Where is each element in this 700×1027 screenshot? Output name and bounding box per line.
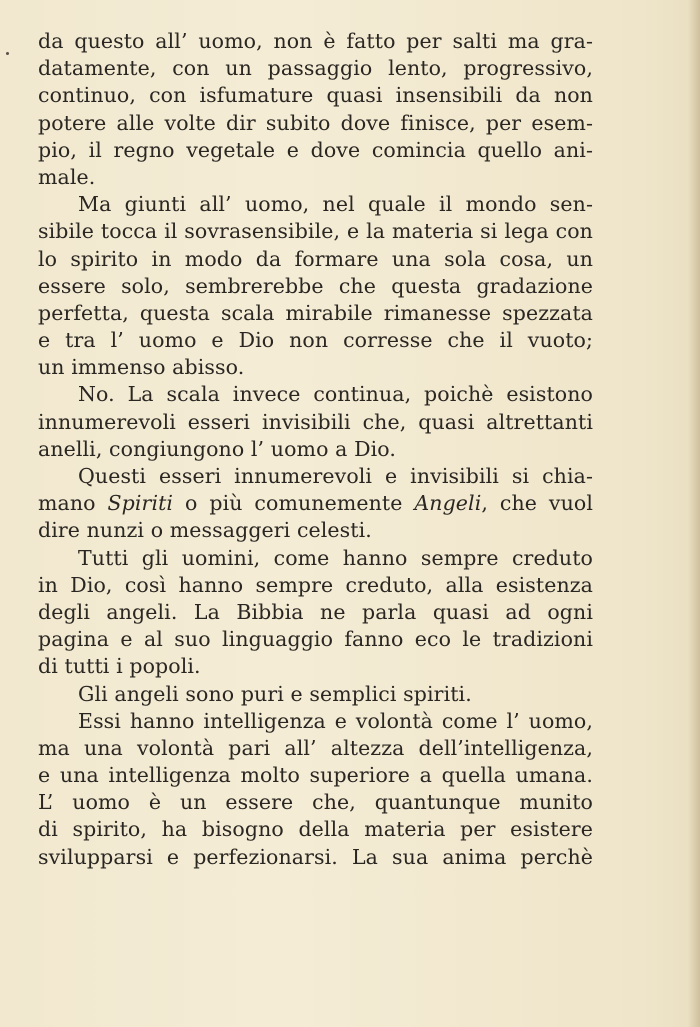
text-line: di spirito, ha bisogno della materia per esistere: [38, 817, 593, 842]
text-line: Tutti gli uomini, come hanno sempre creduto: [78, 545, 593, 570]
text-line: continuo, con isfumature quasi insensibili da non: [38, 83, 593, 108]
italic-word: Angeli: [414, 491, 482, 516]
text-line: datamente, con un passaggio lento, progressivo,: [38, 56, 593, 81]
text-line: No. La scala invece continua, poichè esistono: [78, 382, 593, 407]
page-edge-shadow: [688, 0, 700, 1027]
paragraph: [38, 463, 593, 545]
paragraph: [38, 708, 593, 871]
text-line: male.: [38, 164, 96, 189]
text-line: lo spirito in modo da formare una sola cosa, un: [38, 246, 593, 271]
text-line: mano Spiriti o più comunemente Angeli, che vuol: [38, 491, 593, 516]
text-line: un immenso abisso.: [38, 355, 245, 380]
text-line: anelli, congiungono l’ uomo a Dio.: [38, 436, 396, 461]
text-line: pio, il regno vegetale e dove comincia quello ani-: [38, 137, 593, 162]
text-line: Ma giunti all’ uomo, nel quale il mondo sen-: [78, 192, 593, 217]
text-line: L’ uomo è un essere che, quantunque munito: [38, 790, 593, 815]
text-line: Questi esseri innumerevoli e invisibili si chia-: [78, 464, 593, 488]
text-line: Gli angeli sono puri e semplici spiriti.: [78, 681, 472, 706]
paragraph: [38, 191, 593, 381]
text-line: ma una volontà pari all’ altezza dell’intelligenza,: [38, 735, 593, 760]
text-line: e una intelligenza molto superiore a quella umana.: [38, 763, 593, 788]
page-text: [38, 28, 593, 871]
text-line: potere alle volte dir subito dove finisce, per esem-: [38, 110, 593, 135]
text-line: essere solo, sembrerebbe che questa gradazione: [38, 273, 593, 298]
text-line: innumerevoli esseri invisibili che, quasi altrettanti: [38, 409, 593, 434]
paragraph: [38, 28, 593, 191]
text-line: e tra l’ uomo e Dio non corresse che il vuoto;: [38, 328, 593, 353]
paragraph: [38, 545, 593, 681]
text-line: in Dio, così hanno sempre creduto, alla esistenza: [38, 572, 593, 597]
text-line: degli angeli. La Bibbia ne parla quasi ad ogni: [38, 599, 593, 624]
text-line: svilupparsi e perfezionarsi. La sua anima perchè: [38, 844, 593, 869]
paragraph: [38, 381, 593, 463]
text-line: dire nunzi o messaggeri celesti.: [38, 518, 372, 543]
paragraph: [38, 681, 593, 708]
ink-speck: [6, 52, 9, 55]
text-line: da questo all’ uomo, non è fatto per salti ma gra-: [38, 29, 593, 53]
text-line: Essi hanno intelligenza e volontà come l’ uomo,: [78, 708, 593, 733]
text-line: perfetta, questa scala mirabile rimanesse spezzata: [38, 300, 593, 325]
text-line: sibile tocca il sovrasensibile, e la materia si lega con: [38, 219, 593, 244]
text-line: pagina e al suo linguaggio fanno eco le tradizioni: [38, 627, 593, 652]
italic-word: Spiriti: [107, 491, 174, 516]
text-line: di tutti i popoli.: [38, 654, 201, 679]
